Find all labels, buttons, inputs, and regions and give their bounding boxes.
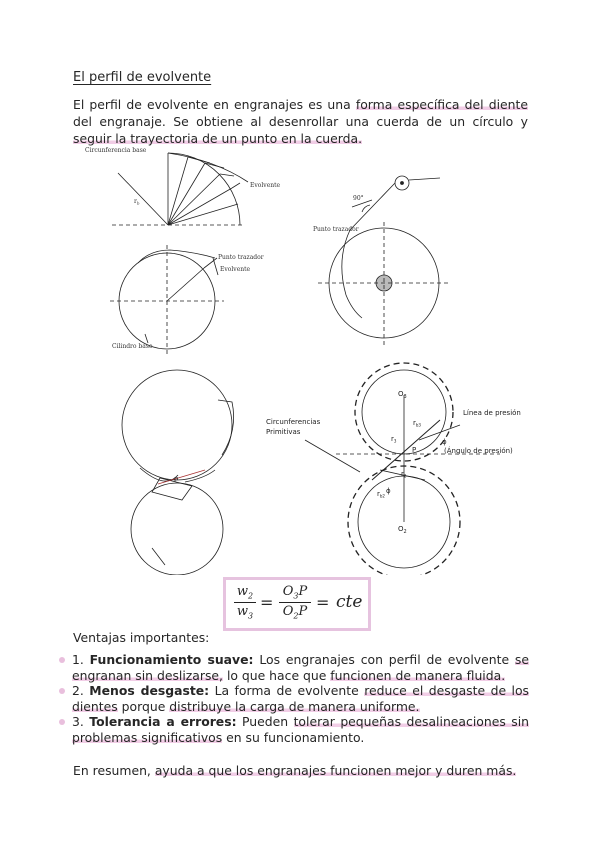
formula-equals-1: = [260,593,274,612]
section-title: El perfil de evolvente [73,70,212,85]
label-phi-2: ϕ [386,487,391,495]
label-o3: $O_3$ [398,390,407,400]
formula-cte: cte [336,592,363,612]
label-punto-trazador-2: Punto trazador [218,254,264,261]
label-cilindro-base: Cilindro base [112,343,153,350]
advantage-item: 2. Menos desgaste: La forma de evolvente reduce el desgaste de los dientes porque distribuye la carga de manera uniforme. [59,683,529,714]
label-p-tangent: P [174,476,179,484]
label-linea-presion: Línea de presión [463,409,521,417]
label-angle-90: 90° [353,195,364,202]
summary-text: En resumen, [73,763,155,778]
label-p-center: P [412,446,417,454]
figure-cilindro-base [110,245,224,355]
label-evolvente-2: Evolvente [220,266,251,273]
bullet-icon [59,688,65,694]
figure-circunferencia-base [112,153,248,225]
advantage-item: 3. Tolerancia a errores: Pueden tolerar pequeñas desalineaciones sin problemas significativos en su funcionamiento. [59,714,529,745]
advantage-item: 1. Funcionamiento suave: Los engranajes con perfil de evolvente se engranan sin deslizarse, lo que hace que funcionen de manera fluida. [59,652,529,683]
label-punto-trazador: Punto trazador [313,226,359,233]
formula-equals-2: = [316,593,330,612]
label-circunferencia-base: Circunferencia base [85,147,147,154]
advantages-list [59,652,529,745]
bullet-icon [59,719,65,725]
summary-paragraph [73,762,528,779]
intro-highlight-1: forma específica del diente [355,97,528,112]
label-r3: $r_3$ [391,435,397,444]
intro-text-1: El perfil de evolvente en engranajes es una [73,97,356,112]
formula-lhs-fraction: $w_2$ $w_3$ [234,584,256,620]
bullet-icon [59,657,65,663]
intro-highlight-2: seguir la trayectoria de un punto en la cuerda. [73,131,363,146]
formula-box [223,577,371,631]
label-rb: $r_b$ [134,198,140,206]
label-r2: $r_2$ [401,470,407,479]
label-circunferencias: Circunferencias [266,418,321,426]
figure-tangent-gears [122,370,234,575]
label-angulo-presion: (Ángulo de presión) [444,447,513,455]
label-rb3: $r_{b3}$ [413,419,421,428]
formula-rhs-fraction: $O_3P$ $O_2P$ [279,584,311,620]
intro-text-2: del engranaje. Se obtiene al desenrollar una cuerda de un círculo y [73,114,528,129]
label-primitivas: Primitivas [266,428,301,436]
label-rb2: $r_{b2}$ [377,490,385,499]
summary-highlight: ayuda a que los engranajes funcionen mejor y duren más. [154,763,517,778]
label-phi: ϕ [442,438,447,446]
figure-punto-trazador [318,176,450,345]
advantages-heading: Ventajas importantes: [73,630,210,645]
label-evolvente: Evolvente [250,182,281,189]
label-o2: $O_2$ [398,525,407,535]
